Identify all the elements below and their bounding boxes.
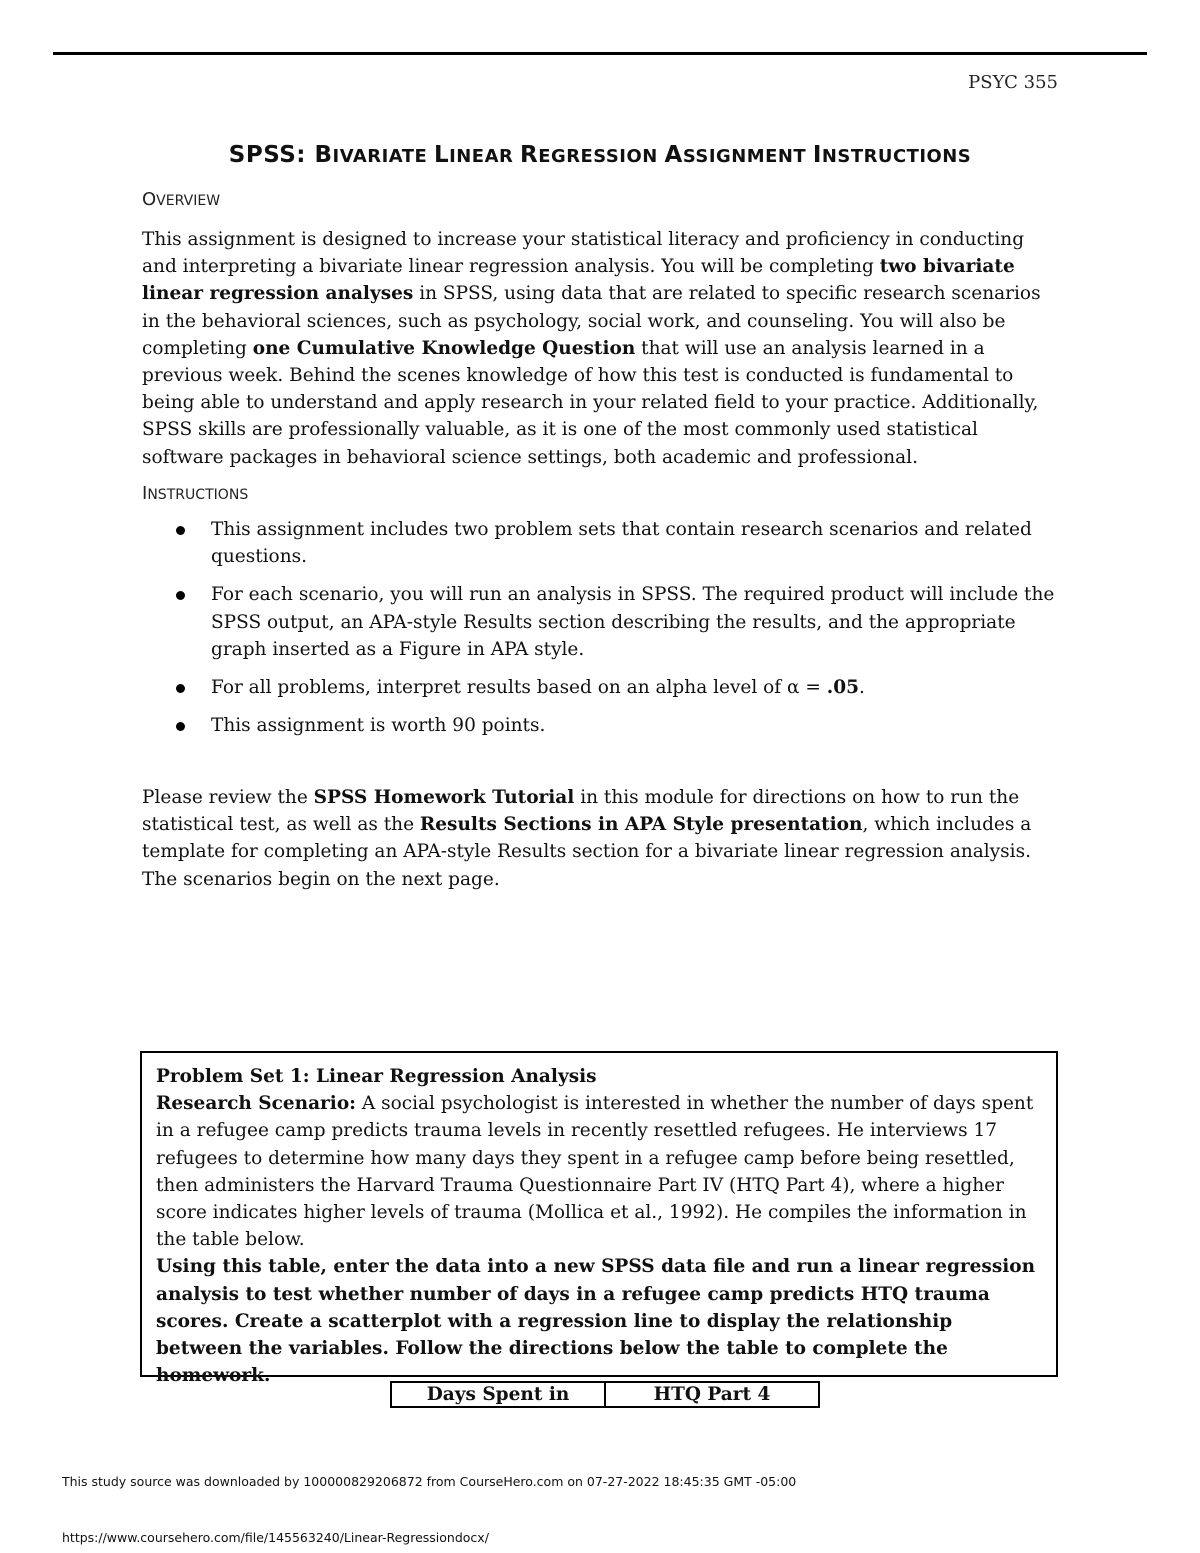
data-table xyxy=(390,1381,820,1408)
column-header-days: Days Spent in xyxy=(391,1382,605,1407)
list-item: For each scenario, you will run an analysis in SPSS. The required product will include the SPSS output, an APA-style Results section describing the results, and the appropriate graph inserted as a Figure in APA style. xyxy=(142,581,1062,663)
scenario-label: Research Scenario: xyxy=(156,1093,356,1115)
bullet-icon xyxy=(176,722,185,731)
source-url: https://www.coursehero.com/file/145563240/Linear-Regressiondocx/ xyxy=(62,1530,489,1545)
problem-set-title: Problem Set 1: Linear Regression Analysis xyxy=(156,1066,597,1087)
scenario-text: A social psychologist is interested in whether the number of days spent in a refugee camp predicts trauma levels in recently resettled refugees. He interviews 17 refugees to determine how many days they spent in a refugee camp before being resettled, then administers the Harvard Trauma Questionnaire Part IV (HTQ Part 4), where a higher score indicates higher levels of trauma (Mollica et al., 1992). He compiles the information in the table below. xyxy=(156,1093,1034,1251)
list-item: This assignment is worth 90 points. xyxy=(142,712,1062,739)
course-code: PSYC 355 xyxy=(968,72,1058,93)
bullet-icon xyxy=(176,526,185,535)
download-notice: This study source was downloaded by 100000829206872 from CourseHero.com on 07-27-2022 18:45:35 GMT -05:00 xyxy=(62,1474,797,1489)
bullet-icon xyxy=(176,684,185,693)
header-rule xyxy=(53,52,1147,55)
overview-paragraph: This assignment is designed to increase your statistical literacy and proficiency in conducting and interpreting a bivariate linear regression analysis. You will be completing two bivariate linear regression analyses in SPSS, using data that are related to specific research scenarios in the behavioral sciences, such as psychology, social work, and counseling. You will also be completing one Cumulative Knowledge Question that will use an analysis learned in a previous week. Behind the scenes knowledge of how this test is conducted is fundamental to being able to understand and apply research in your related field to your practice. Additionally, SPSS skills are professionally valuable, as it is one of the most commonly used statistical software packages in behavioral science settings, both academic and professional. xyxy=(142,229,1041,468)
column-header-htq: HTQ Part 4 xyxy=(605,1382,819,1407)
list-item: For all problems, interpret results based on an alpha level of α = .05. xyxy=(142,674,1062,701)
task-text: Using this table, enter the data into a new SPSS data file and run a linear regression analysis to test whether number of days in a refugee camp predicts HTQ trauma scores. Create a scatterplot with a regression line to display the relationship between the variables. Follow the directions below the table to complete the homework. xyxy=(156,1256,1036,1387)
overview-heading: OVERVIEW xyxy=(142,189,221,210)
page-title: SPSS: BIVARIATE LINEAR REGRESSION ASSIGNMENT INSTRUCTIONS xyxy=(228,142,972,168)
list-item: This assignment includes two problem sets that contain research scenarios and related questions. xyxy=(142,516,1062,570)
table-header-row xyxy=(391,1382,819,1407)
instructions-heading: INSTRUCTIONS xyxy=(142,483,249,504)
alpha-symbol: α xyxy=(787,677,800,699)
bullet-icon xyxy=(176,591,185,600)
problem-set-box xyxy=(140,1051,1058,1387)
instructions-list xyxy=(142,516,1062,750)
review-paragraph: Please review the SPSS Homework Tutorial in this module for directions on how to run the statistical test, as well as the Results Sections in APA Style presentation, which includes a template for completing an APA-style Results section for a bivariate linear regression analysis. The scenarios begin on the next page. xyxy=(142,787,1032,890)
